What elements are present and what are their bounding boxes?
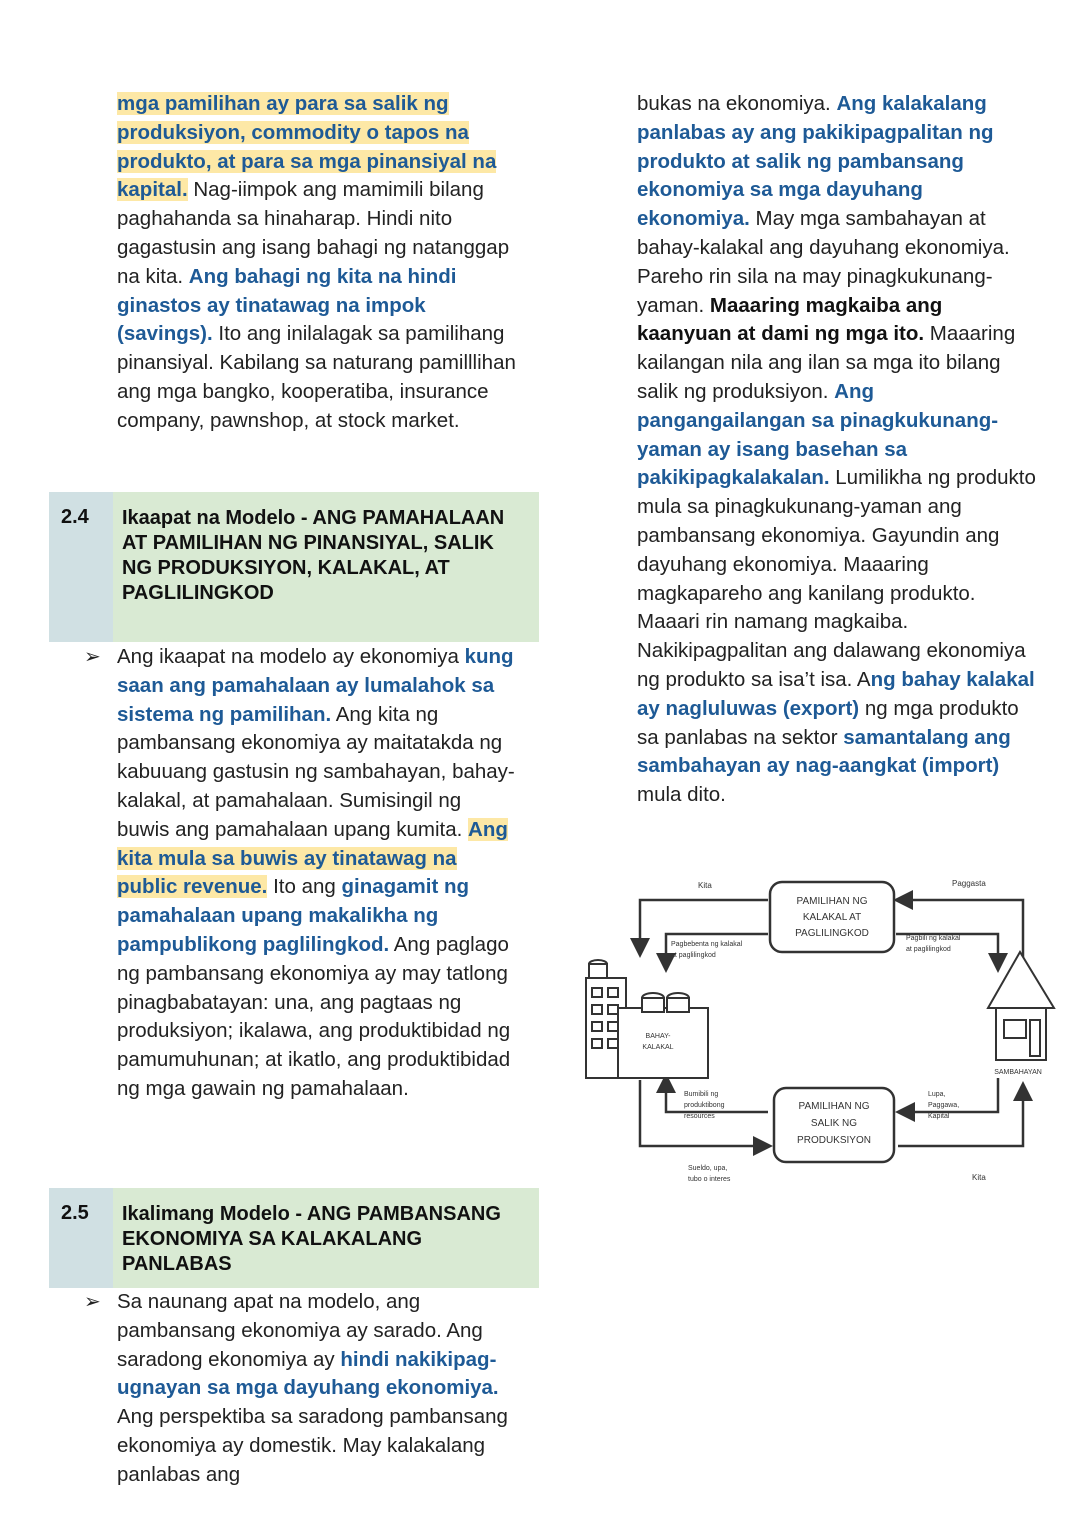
label-sueldo-2: tubo o interes: [688, 1176, 731, 1183]
market-factors-label-2: SALIK NG: [810, 1118, 858, 1129]
label-bumibili-2: produktibong: [684, 1102, 725, 1109]
firm-label-2: KALAKAL: [642, 1044, 674, 1051]
label-pagbili-2: at paglilingkod: [906, 946, 951, 953]
paragraph-savings: [117, 90, 517, 436]
section-title: Ikalimang Modelo - ANG PAMBANSANG EKONOMIYA SA KALAKALANG PANLABAS: [113, 1188, 539, 1288]
text-ito-ang: Ito ang: [267, 875, 342, 899]
market-goods-label-2: KALAKAL AT: [802, 912, 862, 923]
label-lupa-2: Paggawa,: [928, 1102, 960, 1109]
text-fourth-model-intro: Ang ikaapat na modelo ay ekonomiya: [117, 645, 465, 668]
section-number: 2.4: [49, 492, 113, 642]
bullet-arrow-icon: ➢: [84, 646, 101, 668]
emphasis-savings-definition: Ang bahagi ng kita na hindi ginastos ay tinatawag na impok (savings).: [117, 264, 457, 346]
label-kita-bottom: Kita: [972, 1173, 986, 1182]
text-external-sector: ng mga produkto sa panlabas na sektor: [637, 696, 1019, 749]
text-domestic-perspective: Ang perspektiba sa saradong pambansang ekonomiya ay domestik. May kalakalang panlabas ang: [117, 1405, 508, 1486]
house-icon: [988, 952, 1054, 1060]
label-pagbili-1: Pagbili ng kalakal: [906, 935, 961, 942]
paragraph-foreign-trade: [637, 90, 1037, 810]
market-goods-label-3: PAGLILINGKOD: [795, 928, 869, 939]
text-national-income: Ang kita ng pambansang ekonomiya ay maitatakda ng kabuuang gastusin ng sambahayan, bahay-kalakal, at pamahalaan. Sumisingil ng buwis ang pamahalaan upang kumita.: [117, 702, 515, 841]
text-growth-bases: Ang paglago ng pambansang ekonomiya ay may tatlong pinagbabatayan: una, ang pagtaas ng produksiyon; ikalawa, ang produktibidad ng pamumuhunan; at ikatlo, ang produktibidad ng mga gawain ng pamahalaan.: [117, 932, 511, 1100]
paragraph-fifth-model: [84, 1288, 517, 1490]
label-pagbebenta-1: Pagbebenta ng kalakal: [671, 941, 743, 948]
text-from-there: mula dito.: [637, 783, 726, 807]
circular-flow-diagram: [578, 868, 1058, 1198]
text-open-economy: bukas na ekonomiya.: [637, 92, 837, 115]
emphasis-foreign-trade-definition: Ang kalakalang panlabas ay ang pakikipagpalitan ng produkto at salik ng pambansang ekonomiya sa mga dayuhang ekonomiya.: [637, 92, 994, 231]
emphasis-public-service: ginagamit ng pamahalaan upang makalikha ng pampublikong paglilingkod.: [117, 875, 470, 956]
household-label: SAMBAHAYAN: [994, 1069, 1042, 1076]
emphasis-no-foreign-ties: hindi nakikipag-ugnayan sa mga dayuhang ekonomiya.: [117, 1347, 499, 1400]
section-header-2-5: [49, 1188, 539, 1288]
label-lupa-3: Kapital: [928, 1113, 950, 1120]
text-exchange: Lumilikha ng produkto mula sa pinagkukunang-yaman ang pambansang ekonomiya. Gayundin ang dayuhang ekonomiya. Maaaring magkapareho ang kanilang produkto. Maaari rin namang magkaiba. Nakikipagpalitan ang dalawang ekonomiya ng produkto sa isa’t isa. A: [637, 466, 1036, 691]
bullet-arrow-icon: ➢: [84, 1291, 101, 1313]
text-savings-intro: Nag-iimpok ang mamimili bilang paghahanda sa hinaharap. Hindi nito gagastusin ang isang bahagi ng natanggap na kita.: [117, 178, 510, 288]
text-foreign-households: May mga sambahayan at bahay-kalakal ang dayuhang ekonomiya. Pareho rin sila na may pinagkukunang-yaman.: [637, 207, 1010, 317]
text-factor-needs: Maaaring kailangan nila ang ilan sa mga ito bilang salik ng produksiyon.: [637, 322, 1016, 403]
label-bumibili-3: resources: [684, 1113, 715, 1120]
label-bumibili-1: Bumibili ng: [684, 1091, 719, 1098]
firm-label-1: BAHAY-: [645, 1033, 671, 1040]
section-header-2-4: [49, 492, 539, 642]
section-title: Ikaapat na Modelo - ANG PAMAHALAAN AT PAMILIHAN NG PINANSIYAL, SALIK NG PRODUKSIYON, KALAKAL, AT PAGLILINGKOD: [113, 492, 539, 642]
market-factors-label-3: PRODUKSIYON: [797, 1135, 871, 1146]
label-pagbebenta-2: at paglilingkod: [671, 952, 716, 959]
label-kita-top: Kita: [698, 881, 712, 890]
highlight-public-revenue: Ang kita mula sa buwis ay tinatawag na public revenue.: [117, 817, 508, 899]
label-lupa-1: Lupa,: [928, 1091, 946, 1098]
emphasis-export: ng bahay kalakal ay nagluluwas (export): [637, 667, 1035, 720]
label-sueldo-1: Sueldo, upa,: [688, 1165, 728, 1172]
text-financial-market: Ito ang inilalagak sa pamilihang pinansiyal. Kabilang sa naturang pamilllihan ang mga bangko, kooperatiba, insurance company, pawnshop, at stock market.: [117, 322, 516, 432]
factory-icon: [586, 960, 708, 1078]
market-factors-label-1: PAMILIHAN NG: [798, 1101, 870, 1112]
emphasis-trade-basis: Ang pangangailangan sa pinagkukunang-yaman ay isang basehan sa pakikipagkalakalan.: [637, 379, 999, 490]
section-number: 2.5: [49, 1188, 113, 1288]
paragraph-fourth-model: [84, 643, 517, 1104]
label-paggasta: Paggasta: [952, 879, 986, 888]
highlight-markets: mga pamilihan ay para sa salik ng produksiyon, commodity o tapos na produkto, at para sa mga pinansiyal na kapital.: [117, 92, 497, 202]
emphasis-import: samantalang ang sambahayan ay nag-aangkat (import): [637, 725, 1011, 778]
emphasis-government-participation: kung saan ang pamahalaan ay lumalahok sa sistema ng pamilihan.: [117, 645, 514, 726]
market-goods-label-1: PAMILIHAN NG: [796, 896, 868, 907]
bold-resource-difference: Maaaring magkaiba ang kaanyuan at dami ng mga ito.: [637, 293, 943, 346]
text-closed-economy: Sa naunang apat na modelo, ang pambansang ekonomiya ay sarado. Ang saradong ekonomiya ay: [117, 1290, 483, 1371]
